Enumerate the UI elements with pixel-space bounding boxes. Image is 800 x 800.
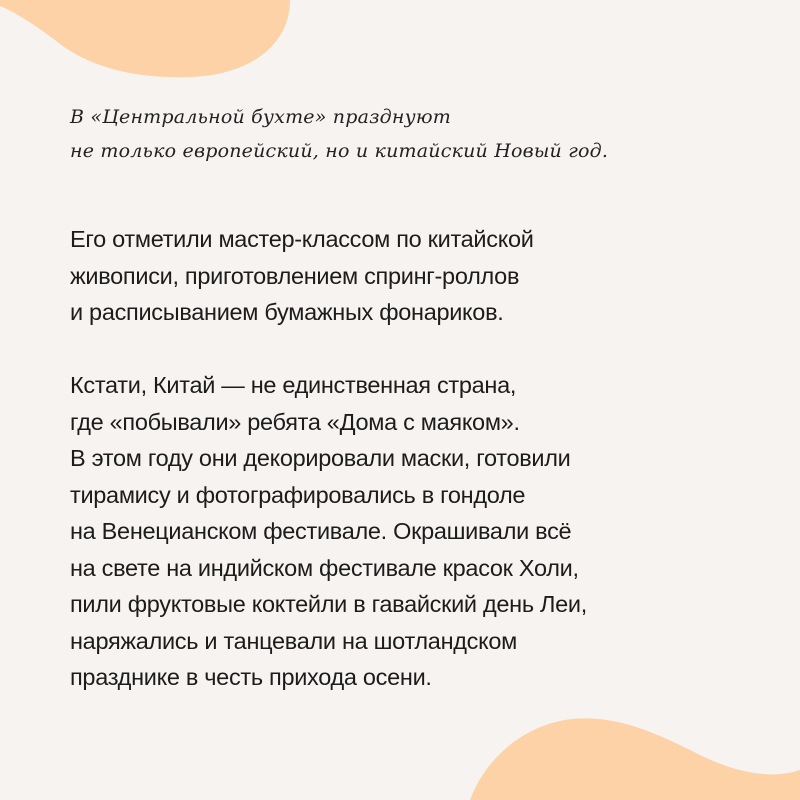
- paragraph-line: Его отметили мастер-классом по китайской: [70, 226, 534, 252]
- paragraph-line: тирамису и фотографировались в гондоле: [70, 481, 526, 508]
- paragraph-line: пили фруктовые коктейли в гавайский день Леи,: [70, 591, 587, 617]
- bottom-blob-shape: [470, 718, 800, 800]
- heading-line: не только европейский, но и китайский Новый год.: [70, 140, 609, 162]
- heading-line: В «Центральной бухте» празднуют: [70, 106, 452, 128]
- paragraph-other-festivals: [70, 367, 770, 696]
- top-blob-shape: [0, 0, 290, 77]
- paragraph-line: и расписыванием бумажных фонариков.: [70, 299, 504, 325]
- paragraph-line: празднике в честь прихода осени.: [70, 664, 432, 690]
- paragraph-line: на Венецианском фестивале. Окрашивали всё: [70, 518, 572, 544]
- paragraph-line: Кстати, Китай — не единственная страна,: [70, 372, 517, 398]
- paragraph-chinese-new-year: [70, 221, 770, 331]
- paragraph-line: В этом году они декорировали маски, готовили: [70, 445, 571, 471]
- paragraph-line: где «побывали» ребята «Дома с маяком».: [70, 408, 520, 435]
- handwritten-heading: [70, 100, 770, 168]
- paragraph-line: на свете на индийском фестивале красок Холи,: [70, 554, 579, 581]
- paragraph-line: живописи, приготовлением спринг-роллов: [70, 262, 520, 289]
- paragraph-line: наряжались и танцевали на шотландском: [70, 627, 517, 654]
